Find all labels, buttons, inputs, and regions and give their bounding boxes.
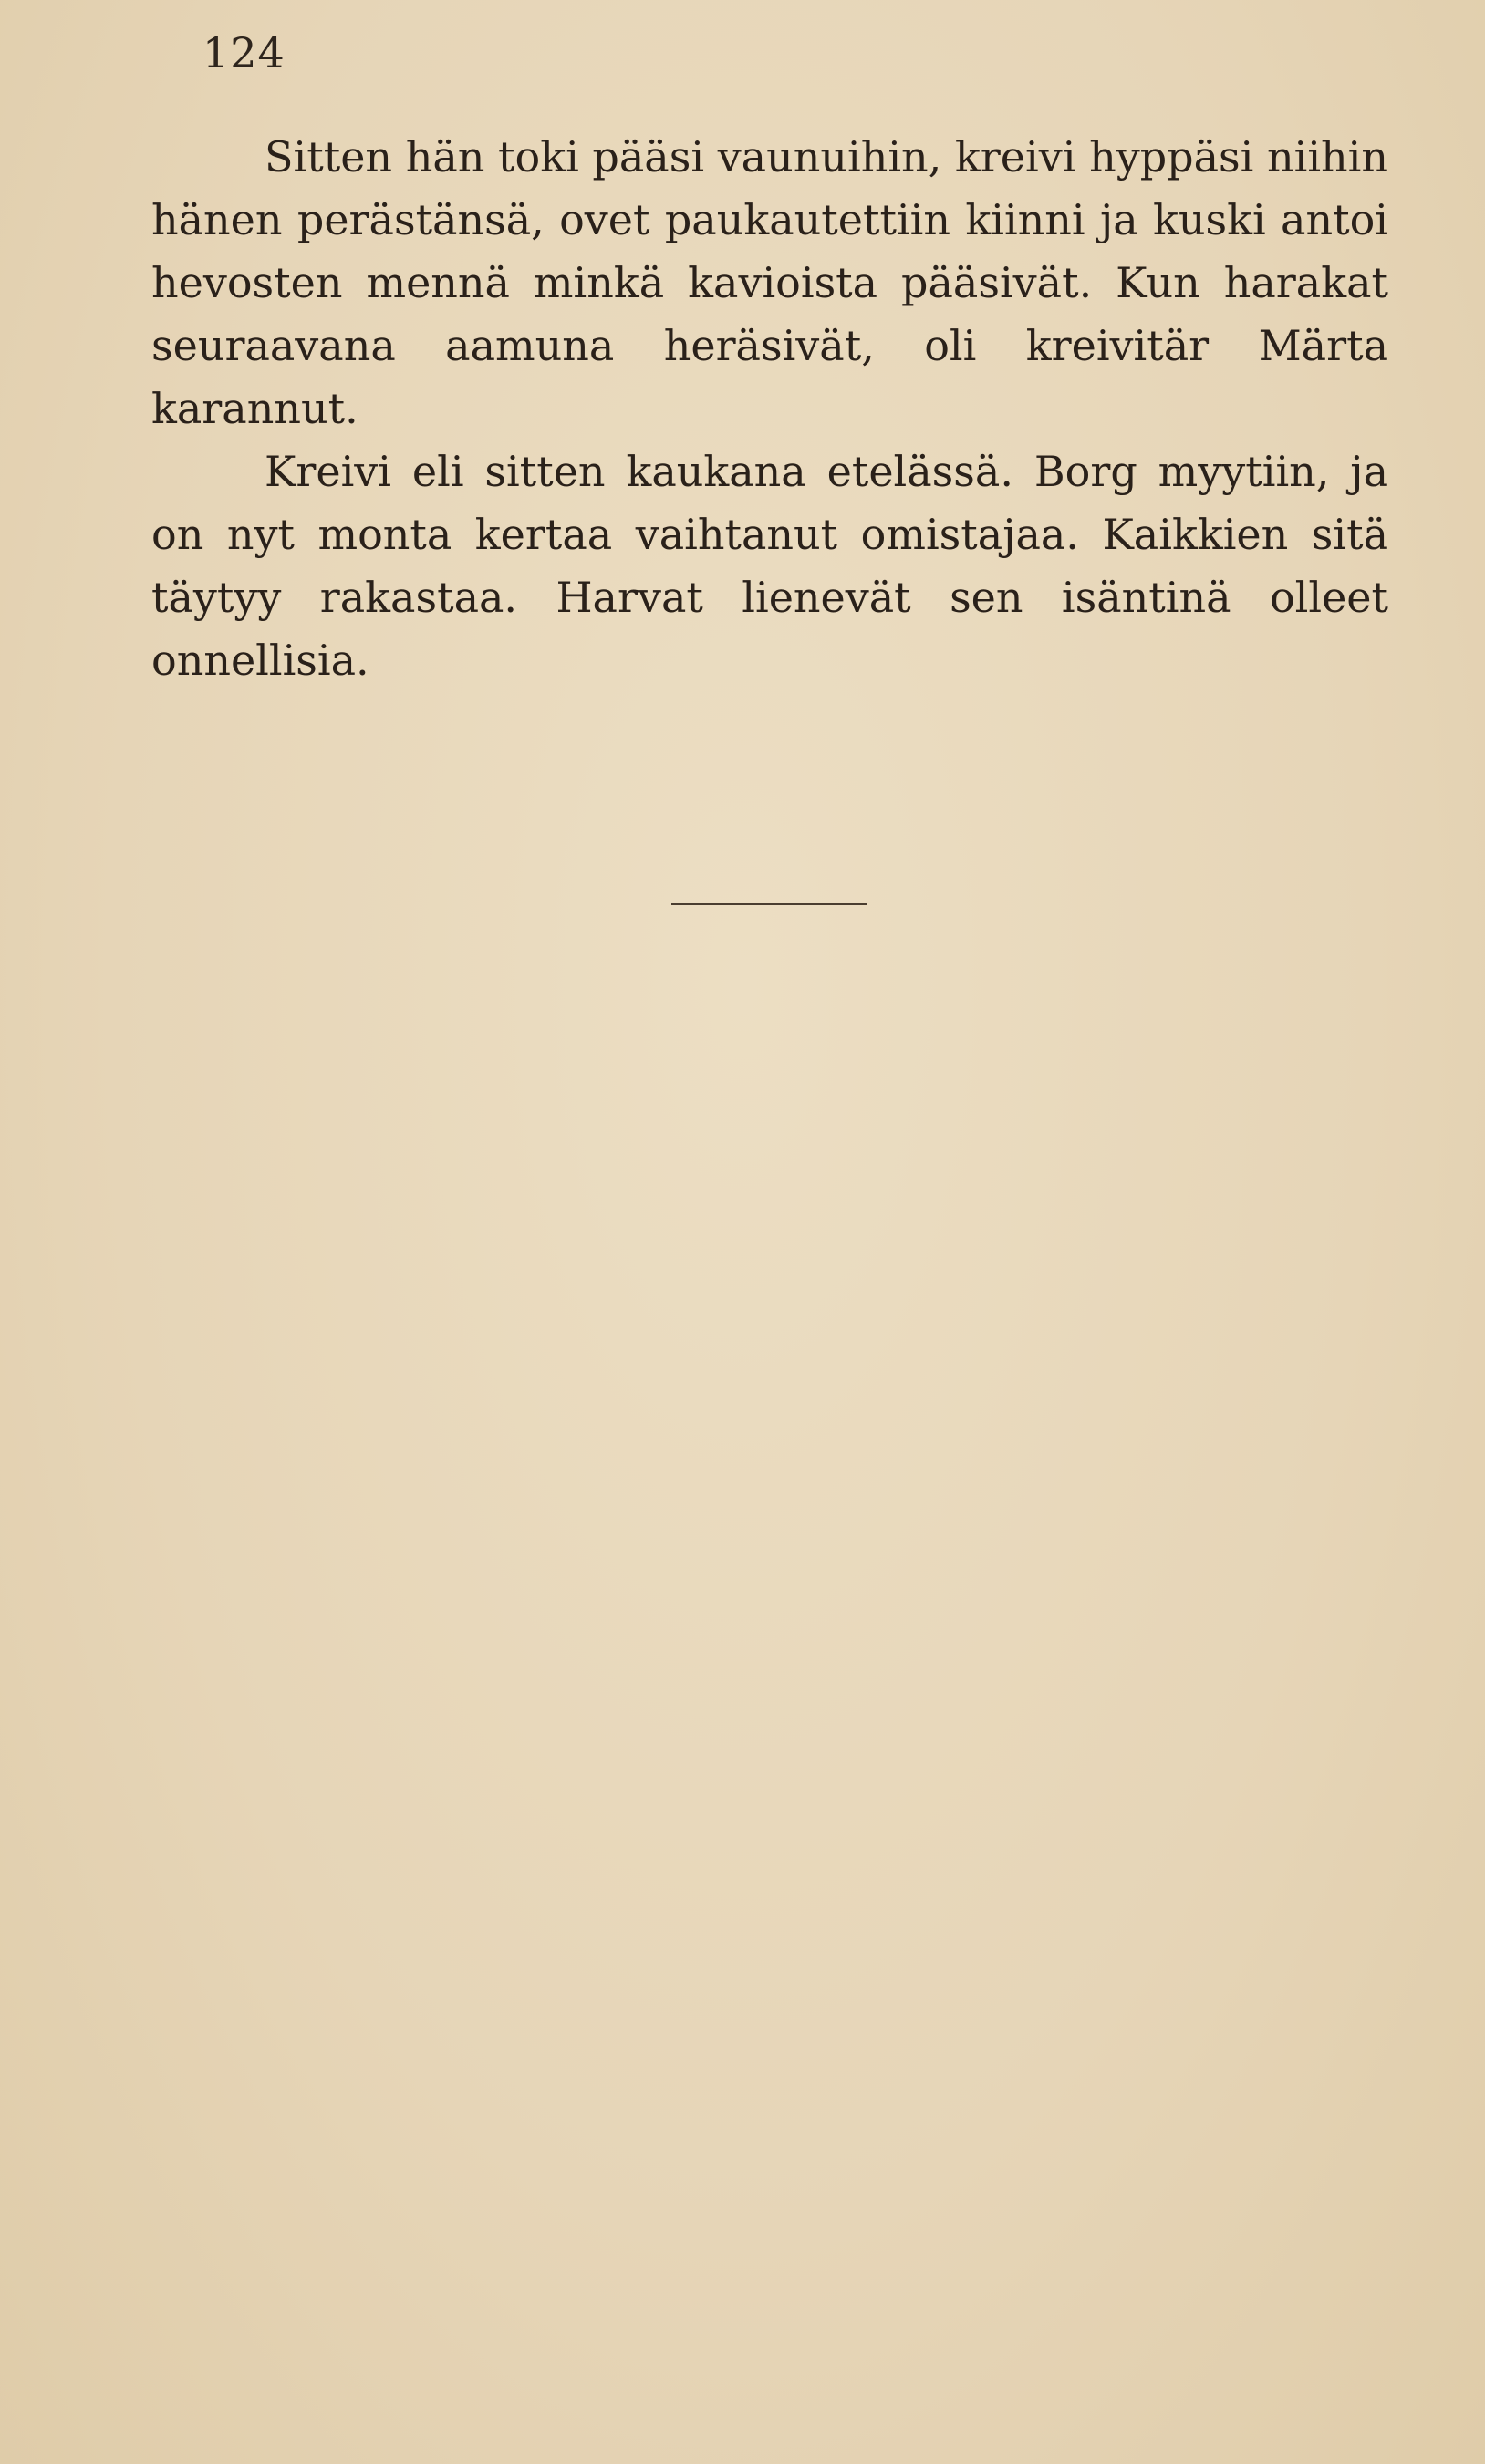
section-end-rule [671, 903, 867, 905]
paragraph-2: Kreivi eli sitten kaukana etelässä. Borg myytiin, ja on nyt monta kertaa vaihtanut omistajaa. Kaikkien sitä täytyy rakastaa. Harvat lienevät sen isäntinä olleet onnellisia. [151, 447, 1388, 685]
paragraph-1: Sitten hän toki pääsi vaunuihin, kreivi hyppäsi niihin hänen perästänsä, ovet paukautettiin kiinni ja kuski antoi hevosten mennä minkä kavioista pääsivät. Kun harakat seuraavana aamuna heräsivät, oli kreivitär Märta karannut. [151, 132, 1388, 433]
body-text [151, 126, 1388, 692]
page-number: 124 [202, 28, 286, 78]
